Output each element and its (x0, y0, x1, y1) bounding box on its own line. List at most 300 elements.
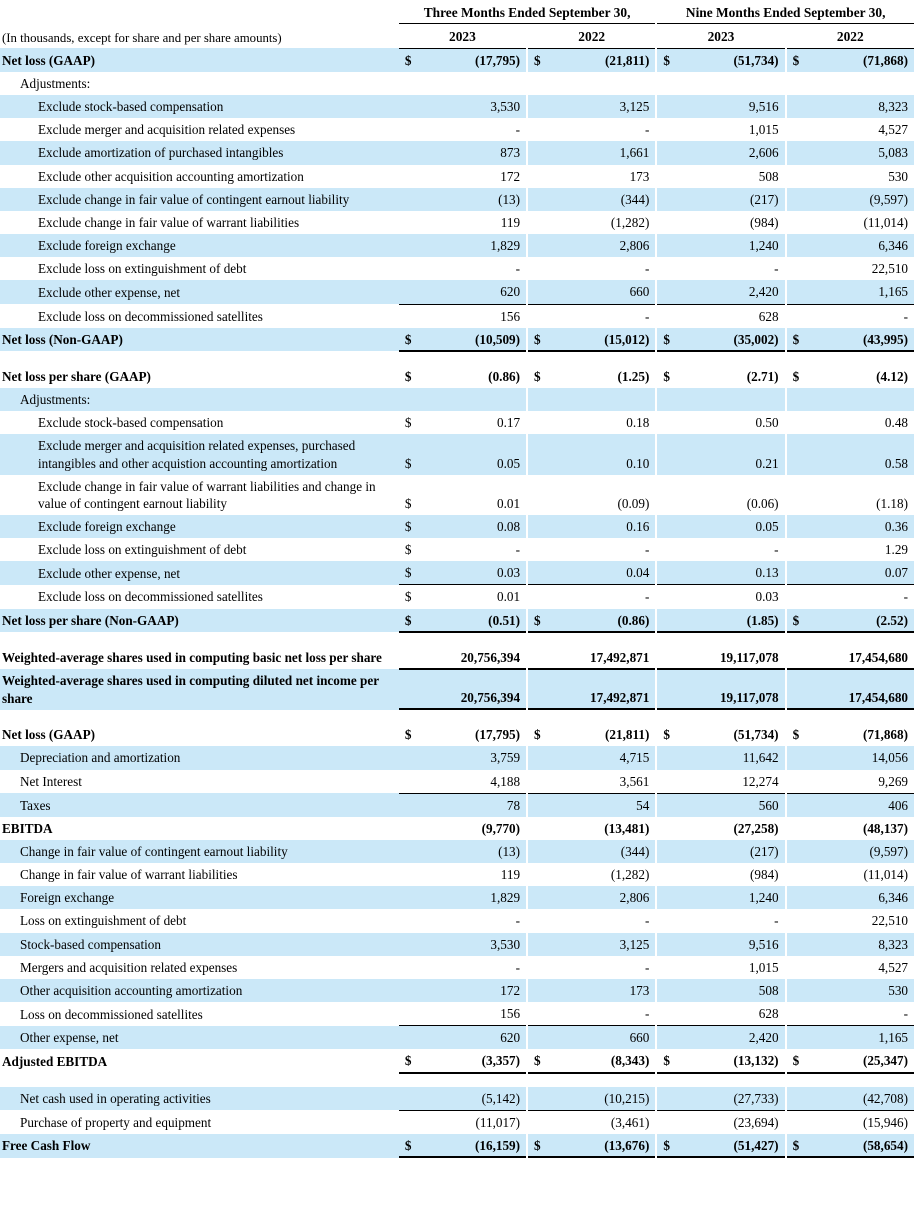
row-label-excl-sbc-2: Exclude stock-based compensation (0, 411, 399, 434)
currency-symbol-dep-amort-c2 (528, 746, 558, 769)
currency-symbol-excl-other-exp-2-c3 (657, 561, 687, 585)
cell-chg-earnout-c4: (9,597) (817, 840, 914, 863)
cell-dep-amort-c2: 4,715 (558, 746, 655, 769)
cell-adjustments-2-c2 (558, 388, 655, 411)
currency-symbol-sbc-c2 (528, 933, 558, 956)
currency-symbol-excl-ma-2-c2 (528, 434, 558, 474)
row-label-other-acq-amort: Other acquisition accounting amortization (0, 979, 399, 1002)
currency-symbol-net-loss-nongaap-c2: $ (528, 328, 558, 352)
row-label-fx: Foreign exchange (0, 886, 399, 909)
currency-symbol-taxes-c3 (657, 793, 687, 817)
currency-symbol-net-cash-ops-c1 (399, 1087, 429, 1111)
cell-excl-warrant-2-c3: (0.06) (687, 475, 784, 515)
cell-excl-warrant-1-c2: (1,282) (558, 211, 655, 234)
currency-symbol-excl-fx-1-c4 (787, 234, 817, 257)
currency-symbol-nlps-nongaap-c4: $ (787, 609, 817, 633)
currency-symbol-excl-earnout-1-c3 (657, 188, 687, 211)
currency-symbol-excl-other-exp-2-c1: $ (399, 561, 429, 585)
cell-fx-c3: 1,240 (687, 886, 784, 909)
cell-net-interest-c1: 4,188 (429, 770, 526, 794)
table-row (0, 48, 914, 72)
row-label-net-cash-ops: Net cash used in operating activities (0, 1087, 399, 1111)
currency-symbol-nlps-gaap-c4: $ (787, 365, 817, 388)
cell-loss-exting-c4: 22,510 (817, 909, 914, 932)
table-row (0, 141, 914, 164)
cell-adjustments-2-c3 (687, 388, 784, 411)
header-year-row (0, 24, 914, 48)
currency-symbol-chg-earnout-c1 (399, 840, 429, 863)
currency-symbol-dep-amort-c1 (399, 746, 429, 769)
row-label-excl-exting-1: Exclude loss on extinguishment of debt (0, 257, 399, 280)
currency-symbol-purchase-ppe-c2 (528, 1110, 558, 1134)
table-row (0, 646, 914, 670)
cell-wavg-basic-c2: 17,492,871 (558, 646, 655, 670)
row-label-excl-decom-1: Exclude loss on decommissioned satellites (0, 304, 399, 328)
currency-symbol-excl-decom-1-c2 (528, 304, 558, 328)
table-row (0, 746, 914, 769)
cell-excl-other-exp-2-c2: 0.04 (558, 561, 655, 585)
cell-excl-warrant-1-c1: 119 (429, 211, 526, 234)
table-row (0, 886, 914, 909)
currency-symbol-excl-ma-2-c1: $ (399, 434, 429, 474)
cell-excl-other-exp-2-c3: 0.13 (687, 561, 784, 585)
currency-symbol-excl-earnout-1-c1 (399, 188, 429, 211)
currency-symbol-excl-exting-2-c1: $ (399, 538, 429, 561)
currency-symbol-excl-ma-1-c2 (528, 118, 558, 141)
spacer-cell (0, 710, 914, 724)
row-label-taxes: Taxes (0, 793, 399, 817)
cell-net-loss-gaap-2-c3: (51,734) (687, 723, 784, 746)
currency-symbol-chg-warrant-c3 (657, 863, 687, 886)
cell-excl-ma-2-c1: 0.05 (429, 434, 526, 474)
cell-excl-other-exp-1-c4: 1,165 (817, 280, 914, 304)
row-label-excl-warrant-1: Exclude change in fair value of warrant liabilities (0, 211, 399, 234)
cell-excl-sbc-2-c1: 0.17 (429, 411, 526, 434)
currency-symbol-excl-fx-1-c1 (399, 234, 429, 257)
cell-net-cash-ops-c1: (5,142) (429, 1087, 526, 1111)
spacer-row (0, 351, 914, 365)
cell-excl-earnout-1-c3: (217) (687, 188, 784, 211)
currency-symbol-excl-sbc-2-c2 (528, 411, 558, 434)
column-header-ytd-2023: 2023 (657, 24, 784, 48)
cell-excl-ma-1-c1: - (429, 118, 526, 141)
currency-symbol-taxes-c4 (787, 793, 817, 817)
table-row (0, 840, 914, 863)
currency-symbol-fx-c1 (399, 886, 429, 909)
currency-symbol-excl-warrant-1-c2 (528, 211, 558, 234)
cell-excl-amort-purch-c4: 5,083 (817, 141, 914, 164)
currency-symbol-excl-fx-2-c2 (528, 515, 558, 538)
cell-excl-warrant-2-c2: (0.09) (558, 475, 655, 515)
table-row (0, 95, 914, 118)
cell-excl-fx-1-c3: 1,240 (687, 234, 784, 257)
cell-excl-exting-2-c3: - (687, 538, 784, 561)
currency-symbol-adj-ebitda-c4: $ (787, 1049, 817, 1073)
units-caption: (In thousands, except for share and per share amounts) (2, 30, 282, 45)
cell-excl-decom-2-c3: 0.03 (687, 585, 784, 609)
currency-symbol-loss-decom-c1 (399, 1002, 429, 1026)
currency-symbol-loss-exting-c3 (657, 909, 687, 932)
currency-symbol-net-loss-gaap-c1: $ (399, 48, 429, 72)
cell-adjustments-1-c4 (817, 72, 914, 95)
row-label-net-interest: Net Interest (0, 770, 399, 794)
table-row (0, 515, 914, 538)
cell-excl-decom-1-c1: 156 (429, 304, 526, 328)
cell-purchase-ppe-c1: (11,017) (429, 1110, 526, 1134)
currency-symbol-other-acq-amort-c1 (399, 979, 429, 1002)
cell-wavg-basic-c3: 19,117,078 (687, 646, 784, 670)
currency-symbol-free-cash-flow-c4: $ (787, 1134, 817, 1158)
currency-symbol-excl-fx-2-c4 (787, 515, 817, 538)
currency-symbol-adjustments-2-c2 (528, 388, 558, 411)
cell-excl-earnout-1-c4: (9,597) (817, 188, 914, 211)
currency-symbol-excl-ma-2-c4 (787, 434, 817, 474)
cell-excl-decom-2-c4: - (817, 585, 914, 609)
row-label-net-loss-gaap: Net loss (GAAP) (0, 48, 399, 72)
currency-symbol-adjustments-2-c3 (657, 388, 687, 411)
currency-symbol-excl-decom-1-c1 (399, 304, 429, 328)
row-label-sbc: Stock-based compensation (0, 933, 399, 956)
cell-loss-decom-c4: - (817, 1002, 914, 1026)
cell-excl-sbc-1-c3: 9,516 (687, 95, 784, 118)
cell-sbc-c4: 8,323 (817, 933, 914, 956)
currency-symbol-net-cash-ops-c3 (657, 1087, 687, 1111)
row-label-nlps-nongaap: Net loss per share (Non-GAAP) (0, 609, 399, 633)
cell-net-loss-nongaap-c1: (10,509) (429, 328, 526, 352)
cell-wavg-diluted-c1: 20,756,394 (429, 669, 526, 709)
cell-ebitda-c2: (13,481) (558, 817, 655, 840)
row-label-excl-earnout-1: Exclude change in fair value of contingent earnout liability (0, 188, 399, 211)
cell-fx-c2: 2,806 (558, 886, 655, 909)
cell-net-loss-nongaap-c3: (35,002) (687, 328, 784, 352)
cell-wavg-basic-c4: 17,454,680 (817, 646, 914, 670)
cell-excl-other-exp-1-c1: 620 (429, 280, 526, 304)
cell-excl-sbc-2-c4: 0.48 (817, 411, 914, 434)
cell-excl-other-exp-2-c1: 0.03 (429, 561, 526, 585)
cell-excl-other-acq-amort-1-c4: 530 (817, 165, 914, 188)
currency-symbol-adj-ebitda-c3: $ (657, 1049, 687, 1073)
cell-excl-other-exp-1-c3: 2,420 (687, 280, 784, 304)
row-label-loss-exting: Loss on extinguishment of debt (0, 909, 399, 932)
cell-dep-amort-c3: 11,642 (687, 746, 784, 769)
currency-symbol-excl-fx-2-c1: $ (399, 515, 429, 538)
cell-taxes-c4: 406 (817, 793, 914, 817)
currency-symbol-wavg-basic-c1 (399, 646, 429, 670)
currency-symbol-excl-ma-1-c3 (657, 118, 687, 141)
currency-symbol-other-exp-net-c4 (787, 1026, 817, 1050)
header-group-row (0, 0, 914, 24)
cell-net-loss-gaap-c4: (71,868) (817, 48, 914, 72)
currency-symbol-excl-ma-2-c3 (657, 434, 687, 474)
table-row (0, 1002, 914, 1026)
cell-loss-exting-c1: - (429, 909, 526, 932)
cell-mergers-acq-c4: 4,527 (817, 956, 914, 979)
currency-symbol-excl-decom-2-c2 (528, 585, 558, 609)
cell-excl-fx-2-c1: 0.08 (429, 515, 526, 538)
cell-excl-exting-2-c1: - (429, 538, 526, 561)
currency-symbol-wavg-diluted-c1 (399, 669, 429, 709)
cell-other-acq-amort-c2: 173 (558, 979, 655, 1002)
table-row (0, 475, 914, 515)
row-label-adjustments-1: Adjustments: (0, 72, 399, 95)
row-label-net-loss-nongaap: Net loss (Non-GAAP) (0, 328, 399, 352)
currency-symbol-adjustments-1-c3 (657, 72, 687, 95)
currency-symbol-net-loss-gaap-c4: $ (787, 48, 817, 72)
cell-free-cash-flow-c3: (51,427) (687, 1134, 784, 1158)
spacer-row (0, 1073, 914, 1087)
currency-symbol-net-loss-gaap-2-c1: $ (399, 723, 429, 746)
column-header-q3-2023: 2023 (399, 24, 526, 48)
cell-excl-warrant-2-c4: (1.18) (817, 475, 914, 515)
currency-symbol-excl-fx-2-c3 (657, 515, 687, 538)
cell-sbc-c2: 3,125 (558, 933, 655, 956)
currency-symbol-adjustments-1-c2 (528, 72, 558, 95)
cell-wavg-diluted-c3: 19,117,078 (687, 669, 784, 709)
currency-symbol-ebitda-c2 (528, 817, 558, 840)
cell-excl-exting-1-c4: 22,510 (817, 257, 914, 280)
column-group-nine-months: Nine Months Ended September 30, (657, 0, 914, 24)
table-row (0, 1026, 914, 1050)
table-row (0, 411, 914, 434)
cell-excl-ma-2-c2: 0.10 (558, 434, 655, 474)
row-label-chg-warrant: Change in fair value of warrant liabilities (0, 863, 399, 886)
cell-mergers-acq-c3: 1,015 (687, 956, 784, 979)
table-row (0, 561, 914, 585)
cell-other-exp-net-c4: 1,165 (817, 1026, 914, 1050)
cell-chg-earnout-c2: (344) (558, 840, 655, 863)
cell-purchase-ppe-c4: (15,946) (817, 1110, 914, 1134)
currency-symbol-loss-exting-c2 (528, 909, 558, 932)
cell-nlps-nongaap-c2: (0.86) (558, 609, 655, 633)
currency-symbol-excl-amort-purch-c4 (787, 141, 817, 164)
currency-symbol-dep-amort-c4 (787, 746, 817, 769)
currency-symbol-sbc-c1 (399, 933, 429, 956)
currency-symbol-sbc-c4 (787, 933, 817, 956)
cell-net-loss-gaap-c1: (17,795) (429, 48, 526, 72)
currency-symbol-excl-other-exp-1-c2 (528, 280, 558, 304)
cell-adjustments-1-c3 (687, 72, 784, 95)
cell-net-interest-c2: 3,561 (558, 770, 655, 794)
cell-excl-sbc-1-c1: 3,530 (429, 95, 526, 118)
cell-net-interest-c3: 12,274 (687, 770, 784, 794)
currency-symbol-excl-other-acq-amort-1-c1 (399, 165, 429, 188)
cell-excl-exting-1-c2: - (558, 257, 655, 280)
currency-symbol-excl-other-exp-1-c3 (657, 280, 687, 304)
cell-loss-exting-c2: - (558, 909, 655, 932)
currency-symbol-purchase-ppe-c1 (399, 1110, 429, 1134)
cell-excl-fx-1-c2: 2,806 (558, 234, 655, 257)
currency-symbol-taxes-c2 (528, 793, 558, 817)
row-label-free-cash-flow: Free Cash Flow (0, 1134, 399, 1158)
currency-symbol-wavg-diluted-c4 (787, 669, 817, 709)
cell-dep-amort-c1: 3,759 (429, 746, 526, 769)
table-row (0, 979, 914, 1002)
currency-symbol-net-interest-c1 (399, 770, 429, 794)
row-label-excl-exting-2: Exclude loss on extinguishment of debt (0, 538, 399, 561)
cell-sbc-c1: 3,530 (429, 933, 526, 956)
currency-symbol-excl-warrant-1-c3 (657, 211, 687, 234)
cell-mergers-acq-c2: - (558, 956, 655, 979)
currency-symbol-nlps-gaap-c1: $ (399, 365, 429, 388)
cell-wavg-diluted-c4: 17,454,680 (817, 669, 914, 709)
cell-net-interest-c4: 9,269 (817, 770, 914, 794)
cell-nlps-gaap-c3: (2.71) (687, 365, 784, 388)
cell-net-loss-gaap-c2: (21,811) (558, 48, 655, 72)
currency-symbol-ebitda-c4 (787, 817, 817, 840)
currency-symbol-excl-fx-1-c3 (657, 234, 687, 257)
cell-chg-warrant-c4: (11,014) (817, 863, 914, 886)
currency-symbol-wavg-basic-c3 (657, 646, 687, 670)
cell-nlps-gaap-c1: (0.86) (429, 365, 526, 388)
table-row (0, 863, 914, 886)
currency-symbol-chg-warrant-c1 (399, 863, 429, 886)
currency-symbol-nlps-nongaap-c2: $ (528, 609, 558, 633)
row-label-excl-other-exp-1: Exclude other expense, net (0, 280, 399, 304)
table-row (0, 793, 914, 817)
row-label-excl-other-acq-amort-1: Exclude other acquisition accounting amortization (0, 165, 399, 188)
currency-symbol-net-cash-ops-c2 (528, 1087, 558, 1111)
row-label-other-exp-net: Other expense, net (0, 1026, 399, 1050)
column-header-q3-2022: 2022 (528, 24, 655, 48)
currency-symbol-loss-decom-c3 (657, 1002, 687, 1026)
cell-wavg-basic-c1: 20,756,394 (429, 646, 526, 670)
currency-symbol-excl-sbc-2-c1: $ (399, 411, 429, 434)
currency-symbol-chg-earnout-c4 (787, 840, 817, 863)
currency-symbol-ebitda-c3 (657, 817, 687, 840)
cell-taxes-c3: 560 (687, 793, 784, 817)
currency-symbol-excl-decom-2-c3 (657, 585, 687, 609)
currency-symbol-wavg-basic-c4 (787, 646, 817, 670)
row-label-chg-earnout: Change in fair value of contingent earnout liability (0, 840, 399, 863)
row-label-loss-decom: Loss on decommissioned satellites (0, 1002, 399, 1026)
currency-symbol-adj-ebitda-c2: $ (528, 1049, 558, 1073)
cell-excl-ma-1-c4: 4,527 (817, 118, 914, 141)
currency-symbol-mergers-acq-c4 (787, 956, 817, 979)
cell-adj-ebitda-c2: (8,343) (558, 1049, 655, 1073)
currency-symbol-excl-warrant-1-c4 (787, 211, 817, 234)
table-row (0, 538, 914, 561)
row-label-nlps-gaap: Net loss per share (GAAP) (0, 365, 399, 388)
table-row (0, 304, 914, 328)
table-body (0, 48, 914, 1157)
table-row (0, 365, 914, 388)
table-row (0, 609, 914, 633)
cell-net-loss-gaap-2-c1: (17,795) (429, 723, 526, 746)
currency-symbol-adjustments-2-c1 (399, 388, 429, 411)
cell-excl-amort-purch-c1: 873 (429, 141, 526, 164)
table-row (0, 770, 914, 794)
currency-symbol-other-exp-net-c1 (399, 1026, 429, 1050)
table-header (0, 0, 914, 48)
cell-adj-ebitda-c4: (25,347) (817, 1049, 914, 1073)
currency-symbol-excl-amort-purch-c2 (528, 141, 558, 164)
column-group-three-months: Three Months Ended September 30, (399, 0, 656, 24)
cell-wavg-diluted-c2: 17,492,871 (558, 669, 655, 709)
currency-symbol-adjustments-1-c1 (399, 72, 429, 95)
currency-symbol-fx-c2 (528, 886, 558, 909)
currency-symbol-net-interest-c4 (787, 770, 817, 794)
currency-symbol-excl-amort-purch-c1 (399, 141, 429, 164)
currency-symbol-other-acq-amort-c2 (528, 979, 558, 1002)
cell-excl-exting-2-c4: 1.29 (817, 538, 914, 561)
currency-symbol-excl-exting-1-c4 (787, 257, 817, 280)
cell-excl-exting-1-c3: - (687, 257, 784, 280)
cell-excl-decom-2-c2: - (558, 585, 655, 609)
cell-excl-decom-1-c3: 628 (687, 304, 784, 328)
currency-symbol-fx-c4 (787, 886, 817, 909)
currency-symbol-excl-decom-1-c4 (787, 304, 817, 328)
currency-symbol-excl-exting-1-c1 (399, 257, 429, 280)
currency-symbol-excl-exting-2-c4 (787, 538, 817, 561)
currency-symbol-excl-warrant-2-c4 (787, 475, 817, 515)
cell-excl-decom-1-c2: - (558, 304, 655, 328)
currency-symbol-chg-earnout-c2 (528, 840, 558, 863)
cell-net-loss-gaap-2-c4: (71,868) (817, 723, 914, 746)
cell-excl-fx-1-c4: 6,346 (817, 234, 914, 257)
currency-symbol-excl-other-acq-amort-1-c4 (787, 165, 817, 188)
row-label-excl-ma-1: Exclude merger and acquisition related expenses (0, 118, 399, 141)
currency-symbol-loss-decom-c2 (528, 1002, 558, 1026)
row-label-wavg-basic: Weighted-average shares used in computing basic net loss per share (0, 646, 399, 670)
table-row (0, 72, 914, 95)
table-row (0, 585, 914, 609)
spacer-row (0, 710, 914, 724)
currency-symbol-ebitda-c1 (399, 817, 429, 840)
cell-loss-decom-c1: 156 (429, 1002, 526, 1026)
row-label-excl-warrant-2: Exclude change in fair value of warrant liabilities and change in value of contingent earnout liability (0, 475, 399, 515)
currency-symbol-net-interest-c2 (528, 770, 558, 794)
row-label-adj-ebitda: Adjusted EBITDA (0, 1049, 399, 1073)
cell-loss-decom-c2: - (558, 1002, 655, 1026)
table-row (0, 1110, 914, 1134)
cell-excl-sbc-2-c2: 0.18 (558, 411, 655, 434)
currency-symbol-loss-decom-c4 (787, 1002, 817, 1026)
cell-excl-sbc-1-c4: 8,323 (817, 95, 914, 118)
cell-excl-other-acq-amort-1-c3: 508 (687, 165, 784, 188)
cell-nlps-gaap-c2: (1.25) (558, 365, 655, 388)
column-header-ytd-2022: 2022 (787, 24, 914, 48)
currency-symbol-net-loss-gaap-c2: $ (528, 48, 558, 72)
table-row (0, 234, 914, 257)
cell-excl-fx-2-c2: 0.16 (558, 515, 655, 538)
currency-symbol-excl-decom-2-c1: $ (399, 585, 429, 609)
row-label-wavg-diluted: Weighted-average shares used in computing diluted net income per share (0, 669, 399, 709)
currency-symbol-excl-exting-1-c2 (528, 257, 558, 280)
spacer-row (0, 632, 914, 646)
cell-nlps-nongaap-c4: (2.52) (817, 609, 914, 633)
cell-net-cash-ops-c2: (10,215) (558, 1087, 655, 1111)
cell-loss-exting-c3: - (687, 909, 784, 932)
currency-symbol-excl-earnout-1-c4 (787, 188, 817, 211)
cell-nlps-nongaap-c1: (0.51) (429, 609, 526, 633)
currency-symbol-other-exp-net-c3 (657, 1026, 687, 1050)
currency-symbol-purchase-ppe-c3 (657, 1110, 687, 1134)
currency-symbol-net-loss-gaap-c3: $ (657, 48, 687, 72)
currency-symbol-excl-sbc-1-c3 (657, 95, 687, 118)
row-label-net-loss-gaap-2: Net loss (GAAP) (0, 723, 399, 746)
cell-chg-warrant-c3: (984) (687, 863, 784, 886)
cell-excl-other-exp-2-c4: 0.07 (817, 561, 914, 585)
currency-symbol-excl-other-acq-amort-1-c3 (657, 165, 687, 188)
cell-nlps-nongaap-c3: (1.85) (687, 609, 784, 633)
cell-excl-ma-1-c2: - (558, 118, 655, 141)
currency-symbol-chg-warrant-c2 (528, 863, 558, 886)
cell-ebitda-c4: (48,137) (817, 817, 914, 840)
cell-net-loss-gaap-c3: (51,734) (687, 48, 784, 72)
table-row (0, 188, 914, 211)
currency-symbol-excl-warrant-1-c1 (399, 211, 429, 234)
currency-symbol-adj-ebitda-c1: $ (399, 1049, 429, 1073)
